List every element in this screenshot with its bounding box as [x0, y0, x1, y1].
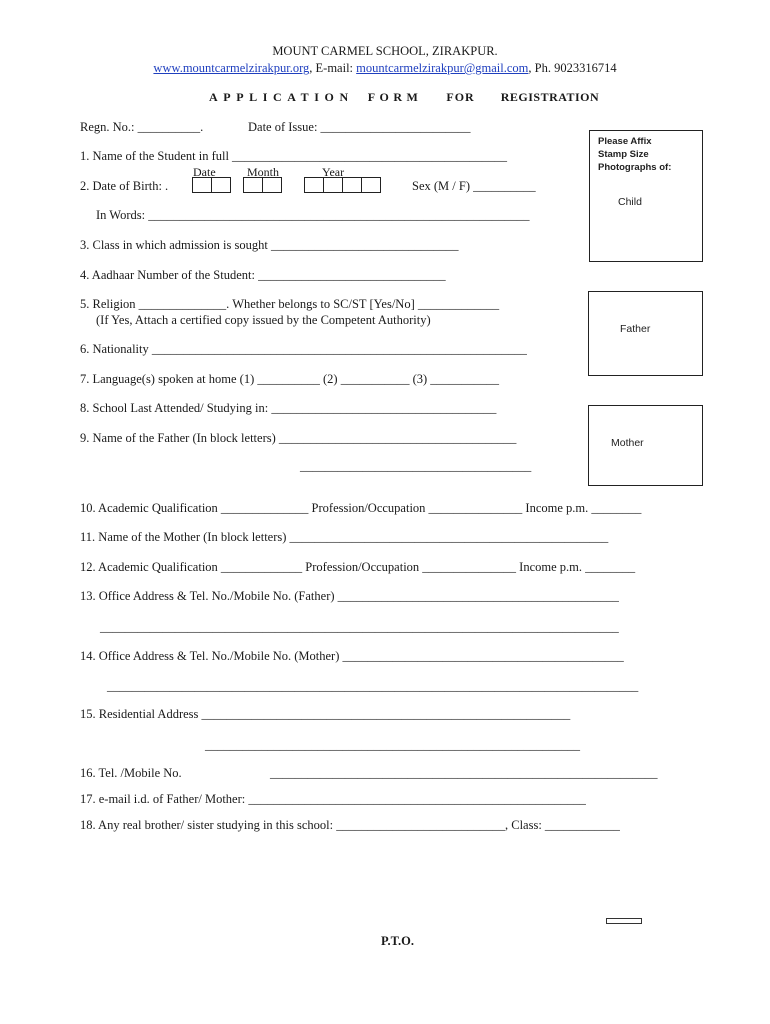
dob-cell[interactable]	[342, 177, 362, 193]
father-qualification-field[interactable]: 10. Academic Qualification ______________ Profession/Occupation _______________ Income p.m. ________	[80, 501, 642, 515]
father-office-address-continued[interactable]: ___________________________________________________________________________________	[100, 620, 619, 634]
dob-cell[interactable]	[243, 177, 263, 193]
title-word-application: APPLICATION	[209, 90, 354, 104]
languages-field[interactable]: 7. Language(s) spoken at home (1) __________ (2) ___________ (3) ___________	[80, 372, 500, 386]
mother-qualification-field[interactable]: 12. Academic Qualification _____________ Profession/Occupation _______________ Income p.m. ________	[80, 560, 636, 574]
title-word-form: FORM	[367, 90, 423, 104]
father-office-address-field[interactable]: 13. Office Address & Tel. No./Mobile No. (Father) _____________________________________________	[80, 589, 619, 603]
photo-instructions	[598, 135, 671, 174]
sex-field[interactable]: Sex (M / F) __________	[412, 179, 536, 193]
dob-cell[interactable]	[211, 177, 231, 193]
photo-box-child[interactable]	[589, 130, 703, 262]
email-link[interactable]: mountcarmelzirakpur@gmail.com	[356, 61, 529, 75]
photo-box-father[interactable]	[588, 291, 703, 376]
photo-instruction-line3: Photographs of:	[598, 162, 672, 173]
father-name-field[interactable]: 9. Name of the Father (In block letters) ______________________________________	[80, 431, 517, 445]
residential-address-continued[interactable]: ____________________________________________________________	[205, 738, 580, 752]
phone-text: , Ph. 9023316714	[528, 61, 617, 75]
regn-no-field[interactable]: Regn. No.: __________.	[80, 120, 204, 134]
dob-date-cells[interactable]	[192, 177, 230, 193]
mother-name-field[interactable]: 11. Name of the Mother (In block letters) ___________________________________________________	[80, 530, 609, 544]
photo-instruction-line2: Stamp Size	[598, 149, 649, 160]
nationality-field[interactable]: 6. Nationality ____________________________________________________________	[80, 342, 527, 356]
dob-cell[interactable]	[323, 177, 343, 193]
aadhaar-field[interactable]: 4. Aadhaar Number of the Student: ______________________________	[80, 268, 446, 282]
school-name: MOUNT CARMEL SCHOOL, ZIRAKPUR.	[272, 44, 498, 58]
father-name-continued[interactable]: _____________________________________	[300, 459, 532, 473]
photo-label-child: Child	[618, 196, 642, 208]
website-link[interactable]: www.mountcarmelzirakpur.org	[153, 61, 310, 75]
sc-st-note: (If Yes, Attach a certified copy issued by the Competent Authority)	[96, 313, 431, 327]
photo-label-mother: Mother	[611, 437, 644, 449]
dob-cell[interactable]	[262, 177, 282, 193]
sibling-field[interactable]: 18. Any real brother/ sister studying in this school: ___________________________, Class: ____________	[80, 818, 620, 832]
title-word-registration: REGISTRATION	[500, 90, 600, 104]
form-title	[209, 90, 599, 105]
mother-office-address-field[interactable]: 14. Office Address & Tel. No./Mobile No. (Mother) _____________________________________________	[80, 649, 624, 663]
class-sought-field[interactable]: 3. Class in which admission is sought ______________________________	[80, 238, 459, 252]
dob-month-cells[interactable]	[243, 177, 281, 193]
religion-field[interactable]: 5. Religion ______________. Whether belongs to SC/ST [Yes/No] _____________	[80, 297, 500, 311]
dob-year-cells[interactable]	[304, 177, 380, 193]
photo-box-mother[interactable]	[588, 405, 703, 486]
mother-office-address-continued[interactable]: _____________________________________________________________________________________	[107, 679, 639, 693]
photo-label-father: Father	[620, 323, 651, 335]
student-name-field[interactable]: 1. Name of the Student in full ____________________________________________	[80, 149, 508, 163]
dob-label: 2. Date of Birth: .	[80, 179, 169, 193]
email-id-field[interactable]: 17. e-mail i.d. of Father/ Mother: ______________________________________________________	[80, 792, 586, 806]
mobile-label: 16. Tel. /Mobile No.	[80, 766, 182, 780]
dob-in-words-field[interactable]: In Words: _____________________________________________________________	[96, 208, 530, 222]
photo-instruction-line1: Please Affix	[598, 136, 652, 147]
dob-cell[interactable]	[361, 177, 381, 193]
small-rectangle-mark	[606, 918, 642, 924]
pto-label: P.T.O.	[381, 934, 414, 948]
mobile-field[interactable]: ______________________________________________________________	[270, 766, 658, 780]
dob-cell[interactable]	[192, 177, 212, 193]
date-of-issue-field[interactable]: Date of Issue: ________________________	[248, 120, 471, 134]
last-school-field[interactable]: 8. School Last Attended/ Studying in: ____________________________________	[80, 401, 497, 415]
contact-line	[0, 61, 770, 76]
email-label: , E-mail:	[309, 61, 357, 75]
dob-year-label: Year	[322, 165, 345, 179]
dob-date-label: Date	[193, 165, 216, 179]
dob-month-label: Month	[247, 165, 280, 179]
residential-address-field[interactable]: 15. Residential Address ___________________________________________________________	[80, 707, 571, 721]
dob-cell[interactable]	[304, 177, 324, 193]
title-word-for: FOR	[446, 90, 475, 104]
